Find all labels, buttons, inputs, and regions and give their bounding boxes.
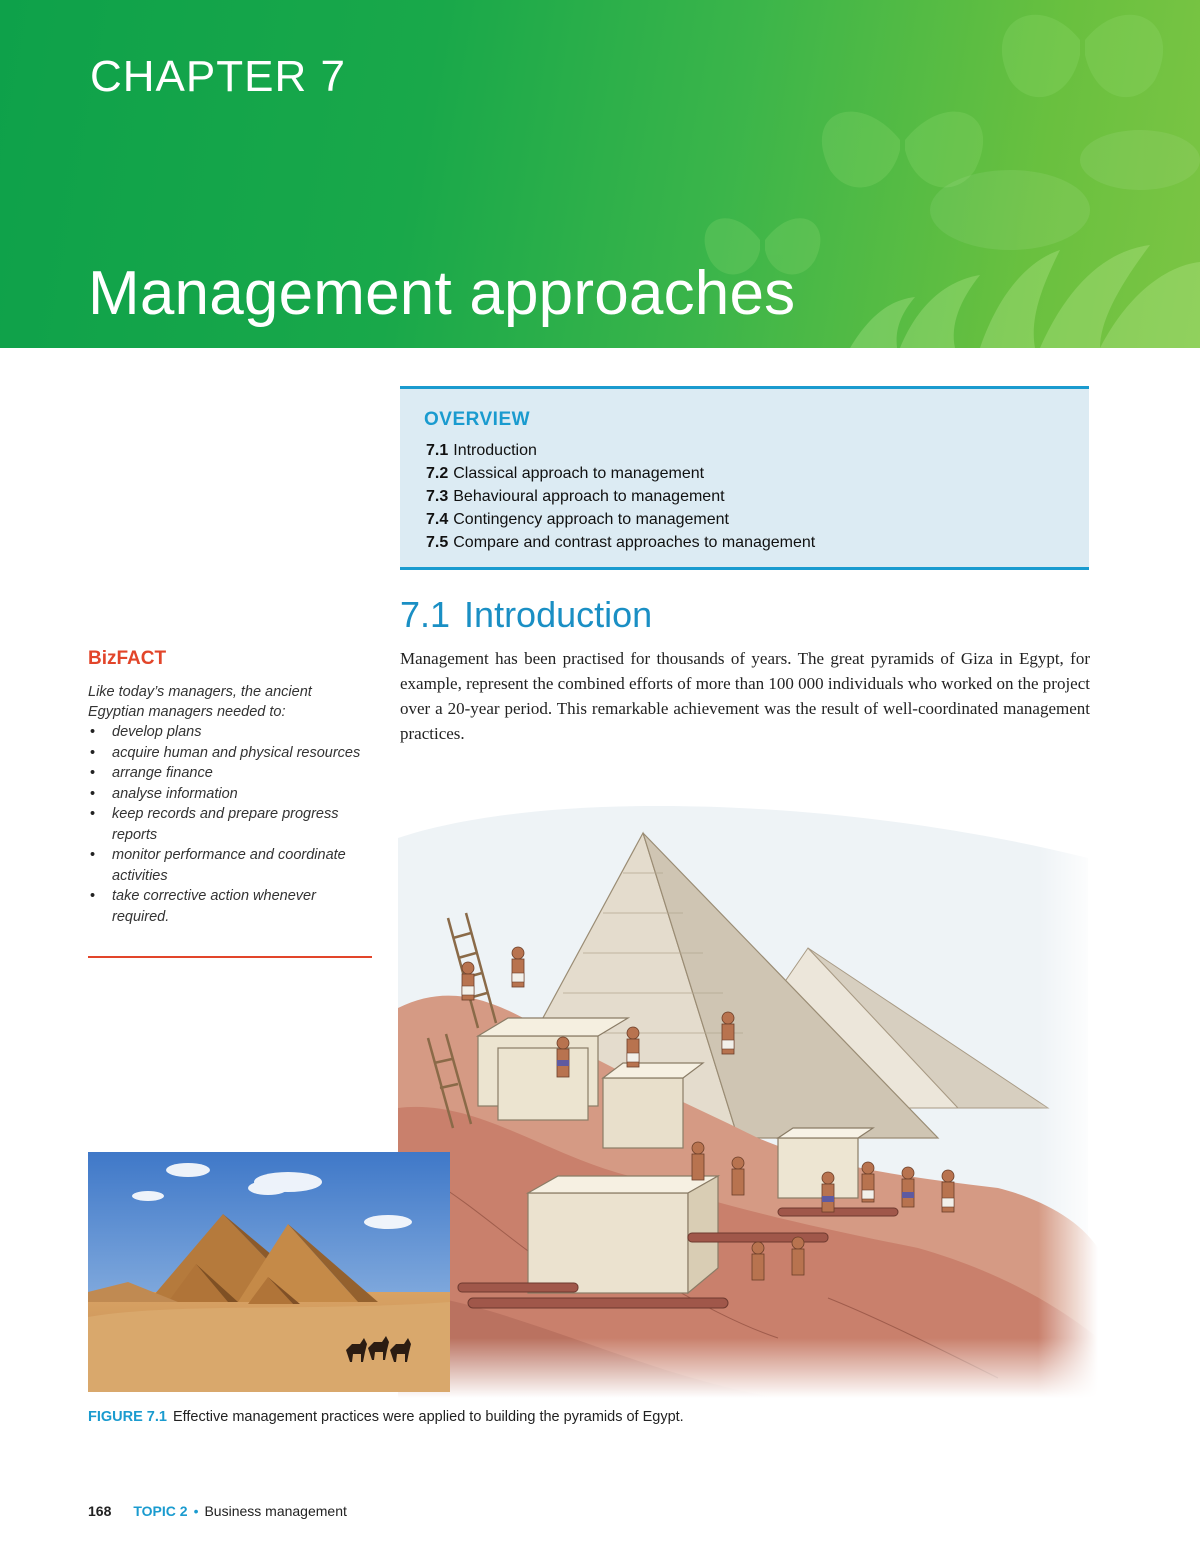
- bullet-icon: •: [90, 806, 96, 822]
- page-number: 168: [88, 1503, 112, 1519]
- chapter-label: CHAPTER 7: [90, 52, 346, 101]
- bizfact-divider: [88, 956, 372, 958]
- section-title: Introduction: [464, 594, 653, 635]
- footer-separator: •: [193, 1503, 199, 1519]
- overview-item[interactable]: 7.2 Classical approach to management: [426, 465, 705, 482]
- overview-heading: OVERVIEW: [424, 409, 531, 430]
- section-number: 7.1: [400, 594, 451, 635]
- figure-label: FIGURE 7.1: [88, 1409, 167, 1425]
- bullet-icon: •: [90, 785, 96, 802]
- overview-item[interactable]: 7.5 Compare and contrast approaches to management: [426, 534, 816, 551]
- overview-box: [400, 386, 1089, 570]
- bullet-icon: •: [90, 724, 96, 740]
- bizfact-sidebar: [88, 648, 372, 927]
- figure-caption: [88, 1409, 684, 1425]
- overview-item[interactable]: 7.3 Behavioural approach to management: [426, 488, 725, 505]
- intro-paragraph: Management has been practised for thousands of years. The great pyramids of Giza in Egypt, for example, represent the combined efforts of more than 100 000 individuals who worked on the project over a 20-year period. This remarkable achievement was the result of well-coordinated management practices.: [400, 649, 1090, 743]
- bizfact-item: • analyse information: [88, 784, 372, 805]
- pyramid-construction-illustration: [398, 778, 1098, 1550]
- giza-pyramids-photo: [88, 1152, 450, 1392]
- bullet-icon: •: [90, 847, 96, 863]
- overview-list: [424, 439, 1089, 554]
- bullet-icon: •: [90, 765, 96, 781]
- bizfact-item: • monitor performance and coordinate activities: [90, 847, 346, 884]
- bizfact-item: • keep records and prepare progress reports: [90, 806, 339, 843]
- bizfact-item: • develop plans: [88, 722, 372, 743]
- bizfact-item: • take corrective action whenever required.: [90, 888, 316, 925]
- overview-item[interactable]: 7.4 Contingency approach to management: [426, 511, 729, 528]
- section-heading: [400, 594, 652, 636]
- overview-item[interactable]: 7.1 Introduction: [426, 442, 537, 459]
- chapter-banner: [0, 0, 1200, 348]
- footer-topic[interactable]: TOPIC 2: [133, 1503, 188, 1519]
- bizfact-item: • arrange finance: [88, 763, 372, 784]
- page-footer: [88, 1503, 347, 1519]
- bullet-icon: •: [90, 888, 96, 904]
- bizfact-item: • acquire human and physical resources: [88, 743, 372, 764]
- bizfact-list: [88, 722, 372, 927]
- figure-caption-text: Effective management practices were applied to building the pyramids of Egypt.: [172, 1409, 684, 1425]
- bullet-icon: •: [90, 744, 96, 761]
- bizfact-intro: Like today’s managers, the ancient Egyptian managers needed to:: [88, 684, 312, 720]
- chapter-title: Management approaches: [88, 259, 796, 328]
- footer-subject: Business management: [204, 1503, 347, 1519]
- bizfact-heading: BizFACT: [88, 648, 167, 669]
